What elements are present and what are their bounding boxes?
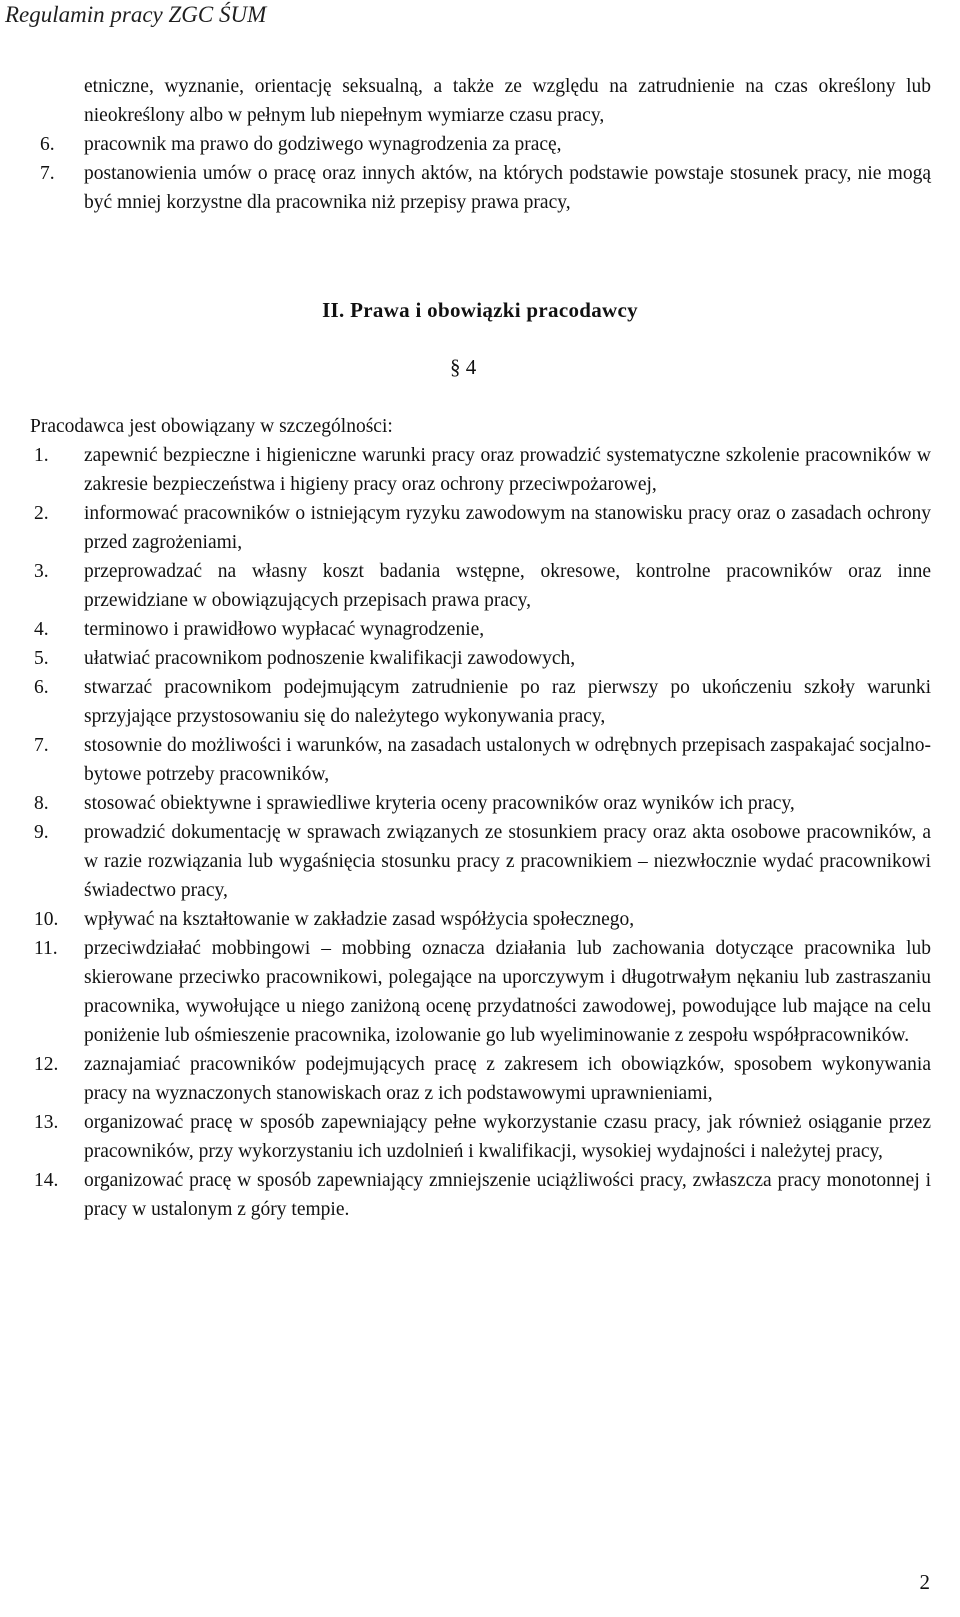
duties-list (34, 441, 931, 1224)
list-item (34, 731, 931, 789)
list-item-text: ułatwiać pracownikom podnoszenie kwalifikacji zawodowych, (84, 648, 576, 669)
list-item-text: prowadzić dokumentację w sprawach związanych ze stosunkiem pracy oraz akta osobowe pracowników, a w razie rozwiązania lub wygaśnięcia stosunku pracy z pracownikiem – niezwłocznie wydać pracownikowi świadectwo pracy, (84, 822, 931, 901)
running-header: Regulamin pracy ZGC ŚUM (5, 2, 267, 27)
list-item-text: informować pracowników o istniejącym ryzyku zawodowym na stanowisku pracy oraz o zasadach ochrony przed zagrożeniami, (84, 503, 931, 553)
list-item (34, 905, 931, 934)
list-item-number: 11. (34, 938, 58, 959)
list-item-number: 1. (34, 445, 49, 466)
list-item (40, 130, 931, 159)
list-item-number: 12. (34, 1054, 59, 1075)
list-item (34, 441, 931, 499)
list-item-number: 6. (34, 677, 49, 698)
rights-list-continued (40, 130, 931, 217)
list-item-number: 4. (34, 619, 49, 640)
list-item-text: organizować pracę w sposób zapewniający zmniejszenie uciążliwości pracy, zwłaszcza pracy monotonnej i pracy w ustalonym z góry tempie. (84, 1170, 931, 1220)
duties-intro: Pracodawca jest obowiązany w szczególności: (30, 416, 393, 437)
list-item (34, 789, 931, 818)
list-item-number: 6. (40, 134, 55, 155)
list-item (34, 1108, 931, 1166)
list-item (34, 644, 931, 673)
list-item-text: terminowo i prawidłowo wypłacać wynagrodzenie, (84, 619, 485, 640)
list-item (34, 1166, 931, 1224)
list-item-text: przeciwdziałać mobbingowi – mobbing oznacza działania lub zachowania dotyczące pracownika lub skierowane przeciwko pracownikowi, polegające na uporczywym i długotrwałym nękaniu lub zastraszaniu pracownika, wywołujące u niego zaniżoną ocenę przydatności zawodowej, powodujące lub mające na celu poniżenie lub ośmieszenie pracownika, izolowanie go lub wyeliminowanie z zespołu współpracowników. (84, 938, 931, 1046)
list-item-number: 3. (34, 561, 49, 582)
list-item-text: zapewnić bezpieczne i higieniczne warunki pracy oraz prowadzić systematyczne szkolenie pracowników w zakresie bezpieczeństwa i higieny pracy oraz ochrony przeciwpożarowej, (84, 445, 931, 495)
list-item-text: przeprowadzać na własny koszt badania wstępne, okresowe, kontrolne pracowników oraz inne przewidziane w obowiązujących przepisach prawa pracy, (84, 561, 931, 611)
section-continuation (40, 72, 931, 217)
list-item-text: stwarzać pracownikom podejmującym zatrudnienie po raz pierwszy po ukończeniu szkoły warunki sprzyjające przystosowaniu się do należytego wykonywania pracy, (84, 677, 931, 727)
list-item-text: organizować pracę w sposób zapewniający pełne wykorzystanie czasu pracy, jak również osiąganie przez pracowników, przy wykorzystaniu ich uzdolnień i kwalifikacji, wysokiej wydajności i należytej pracy, (84, 1112, 931, 1162)
list-item (34, 499, 931, 557)
list-item-text: wpływać na kształtowanie w zakładzie zasad współżycia społecznego, (84, 909, 635, 930)
list-item-number: 2. (34, 503, 49, 524)
list-item-text: pracownik ma prawo do godziwego wynagrodzenia za pracę, (84, 134, 562, 155)
list-item (34, 818, 931, 905)
list-item (34, 934, 931, 1050)
list-item-number: 5. (34, 648, 49, 669)
list-item-number: 7. (34, 735, 49, 756)
list-item-text: stosownie do możliwości i warunków, na zasadach ustalonych w odrębnych przepisach zaspakajać socjalno-bytowe potrzeby pracowników, (84, 735, 931, 785)
list-item (34, 557, 931, 615)
list-item-text: stosować obiektywne i sprawiedliwe kryteria oceny pracowników oraz wyników ich pracy, (84, 793, 795, 814)
list-item-number: 10. (34, 909, 59, 930)
list-item (40, 159, 931, 217)
paragraph-number: § 4 (450, 355, 477, 379)
list-item-number: 13. (34, 1112, 59, 1133)
chapter-heading: II. Prawa i obowiązki pracodawcy (322, 298, 638, 322)
list-item-number: 8. (34, 793, 49, 814)
page-number: 2 (919, 1570, 930, 1594)
list-item-number: 14. (34, 1170, 59, 1191)
list-item (34, 673, 931, 731)
list-item (34, 1050, 931, 1108)
list-item (34, 615, 931, 644)
list-item-text: zaznajamiać pracowników podejmujących pracę z zakresem ich obowiązków, sposobem wykonywania pracy na wyznaczonych stanowiskach oraz z ich podstawowymi uprawnieniami, (84, 1054, 931, 1104)
list-item-number: 9. (34, 822, 49, 843)
list-item-text: postanowienia umów o pracę oraz innych aktów, na których podstawie powstaje stosunek pracy, nie mogą być mniej korzystne dla pracownika niż przepisy prawa pracy, (84, 163, 931, 213)
list-item-number: 7. (40, 163, 55, 184)
duties-section (34, 441, 931, 1224)
continuation-text: etniczne, wyznanie, orientację seksualną, a także ze względu na zatrudnienie na czas określony lub nieokreślony albo w pełnym lub niepełnym wymiarze czasu pracy, (84, 76, 931, 126)
